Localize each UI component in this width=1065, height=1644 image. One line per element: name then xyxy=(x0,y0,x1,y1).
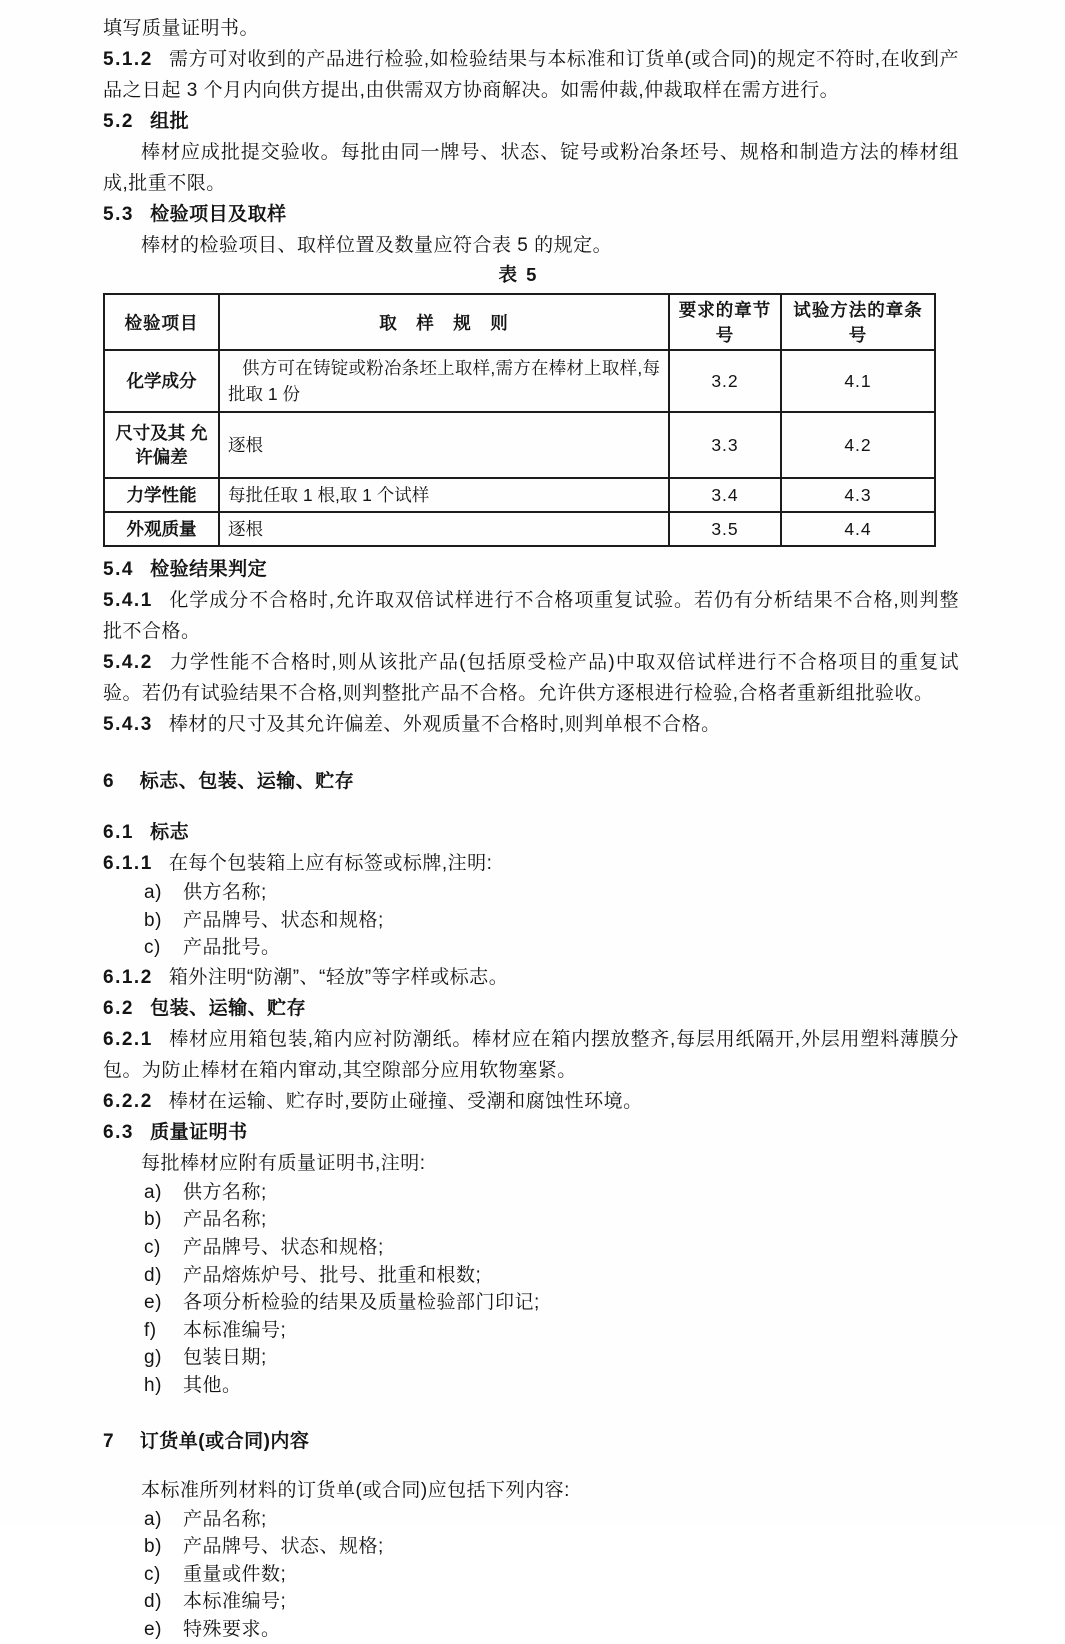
list-item xyxy=(144,1344,959,1372)
cell-req: 3.3 xyxy=(669,412,781,478)
list-item-text: 供方名称; xyxy=(183,1181,267,1203)
list-item xyxy=(144,1262,959,1290)
list-item xyxy=(144,1289,959,1317)
list-item-text: 产品牌号、状态、规格; xyxy=(183,1536,384,1558)
section-heading-6-1 xyxy=(103,817,959,848)
section-number: 6.1 xyxy=(103,822,134,843)
clause-text: 需方可对收到的产品进行检验,如检验结果与本标准和订货单(或合同)的规定不符时,在收到产品之日起 3 个月内向供方提出,由供需双方协商解决。如需仲裁,仲裁取样在需方进行。 xyxy=(103,49,959,101)
cell-rule xyxy=(219,512,669,546)
list-6-1-1 xyxy=(144,879,959,962)
section-heading-6-2 xyxy=(103,993,959,1024)
section-number: 5.3 xyxy=(103,204,134,225)
list-item-label: d) xyxy=(144,1264,162,1286)
section-title: 包装、运输、贮存 xyxy=(150,997,307,1019)
list-item xyxy=(144,1372,959,1400)
section-heading-6-3 xyxy=(103,1117,959,1148)
list-item-text: 特殊要求。 xyxy=(183,1618,281,1640)
list-item-label: a) xyxy=(144,1181,162,1203)
clause-6-1-1 xyxy=(103,848,959,879)
list-item-label: e) xyxy=(144,1292,162,1314)
clause-number: 5.4.1 xyxy=(103,590,153,611)
list-item-label: c) xyxy=(144,937,161,959)
list-item-text: 产品熔炼炉号、批号、批重和根数; xyxy=(183,1264,482,1286)
cell-rule-text: 供方可在铸锭或粉冶条坯上取样,需方在棒材上取样,每批取 1 份 xyxy=(228,358,660,404)
list-item-label: f) xyxy=(144,1319,157,1341)
table-row xyxy=(104,478,935,512)
clause-5-1-2 xyxy=(103,44,959,106)
chapter-number: 6 xyxy=(103,771,116,792)
table-header-item: 检验项目 xyxy=(104,294,219,350)
list-item-text: 产品名称; xyxy=(183,1508,267,1530)
list-item-label: c) xyxy=(144,1563,161,1585)
list-item-text: 各项分析检验的结果及质量检验部门印记; xyxy=(183,1292,540,1314)
section-title: 质量证明书 xyxy=(150,1121,248,1143)
clause-number: 5.4.3 xyxy=(103,714,153,735)
list-item-text: 包装日期; xyxy=(183,1347,267,1369)
list-item-label: d) xyxy=(144,1591,162,1613)
list-item-text: 产品名称; xyxy=(183,1209,267,1231)
table-header-req: 要求的章节号 xyxy=(669,294,781,350)
intro-paragraph: 填写质量证明书。 xyxy=(103,18,260,39)
cell-rule xyxy=(219,478,669,512)
list-item xyxy=(144,1179,959,1207)
cell-item: 化学成分 xyxy=(104,350,219,412)
clause-5-4-3 xyxy=(103,709,959,740)
cell-req: 3.5 xyxy=(669,512,781,546)
list-item-label: b) xyxy=(144,909,162,931)
cell-rule xyxy=(219,412,669,478)
clause-number: 6.1.1 xyxy=(103,853,153,874)
clause-text: 棒材应用箱包装,箱内应衬防潮纸。棒材应在箱内摆放整齐,每层用纸隔开,外层用塑料薄膜分包。为防止棒材在箱内窜动,其空隙部分应用软物塞紧。 xyxy=(103,1028,959,1081)
cell-rule-text: 逐根 xyxy=(228,435,263,455)
clause-text: 箱外注明“防潮”、“轻放”等字样或标志。 xyxy=(168,966,509,988)
clause-6-1-2 xyxy=(103,962,959,993)
list-item xyxy=(144,907,959,935)
cell-item: 外观质量 xyxy=(104,512,219,546)
list-item-label: a) xyxy=(144,882,162,903)
chapter-number: 7 xyxy=(103,1430,116,1452)
list-item xyxy=(144,1206,959,1234)
table-header-row xyxy=(104,294,935,350)
cell-item: 尺寸及其 允许偏差 xyxy=(104,412,219,478)
list-item-label: b) xyxy=(144,1209,162,1231)
clause-number: 6.2.1 xyxy=(103,1028,153,1050)
section-heading-5-3 xyxy=(103,199,959,230)
chapter-heading-7 xyxy=(103,1426,959,1457)
clause-text: 化学成分不合格时,允许取双倍试样进行不合格项重复试验。若仍有分析结果不合格,则判整批不合格。 xyxy=(103,590,959,642)
list-item-text: 产品牌号、状态和规格; xyxy=(183,909,384,931)
cell-rule xyxy=(219,350,669,412)
cell-method: 4.3 xyxy=(781,478,935,512)
list-item-label: c) xyxy=(144,1236,161,1258)
list-item-label: h) xyxy=(144,1374,162,1396)
list-7 xyxy=(144,1506,959,1644)
clause-6-2-1 xyxy=(103,1024,959,1086)
list-item xyxy=(144,1506,959,1534)
list-item xyxy=(144,934,959,962)
clause-number: 6.2.2 xyxy=(103,1090,153,1112)
paragraph-6-3: 每批棒材应附有质量证明书,注明: xyxy=(141,1152,426,1174)
paragraph-5-2: 棒材应成批提交验收。每批由同一牌号、状态、锭号或粉冶条坯号、规格和制造方法的棒材组成,批重不限。 xyxy=(103,142,959,194)
cell-rule-text: 每批任取 1 根,取 1 个试样 xyxy=(228,485,430,505)
section-title: 标志 xyxy=(150,822,190,843)
list-item xyxy=(144,1561,959,1589)
chapter-title: 订货单(或合同)内容 xyxy=(139,1430,310,1452)
list-item-label: b) xyxy=(144,1536,162,1558)
section-title: 组批 xyxy=(150,111,190,132)
list-item-text: 其他。 xyxy=(183,1374,242,1396)
paragraph-5-3: 棒材的检验项目、取样位置及数量应符合表 5 的规定。 xyxy=(141,235,613,256)
clause-number: 5.4.2 xyxy=(103,652,153,673)
cell-req: 3.2 xyxy=(669,350,781,412)
clause-6-2-2 xyxy=(103,1086,959,1117)
clause-number: 6.1.2 xyxy=(103,966,153,988)
list-item xyxy=(144,1234,959,1262)
table-5-caption: 表 5 xyxy=(498,264,539,285)
clause-text: 棒材的尺寸及其允许偏差、外观质量不合格时,则判单根不合格。 xyxy=(168,714,721,735)
list-item-label: e) xyxy=(144,1618,162,1640)
list-item-text: 产品牌号、状态和规格; xyxy=(183,1236,384,1258)
table-header-method: 试验方法的章条号 xyxy=(781,294,935,350)
section-title: 检验项目及取样 xyxy=(150,204,287,225)
cell-method: 4.1 xyxy=(781,350,935,412)
list-item xyxy=(144,1588,959,1616)
clause-text: 在每个包装箱上应有标签或标牌,注明: xyxy=(168,853,493,874)
chapter-title: 标志、包装、运输、贮存 xyxy=(139,771,355,792)
cell-rule-text: 逐根 xyxy=(228,519,263,539)
list-item-text: 产品批号。 xyxy=(183,937,281,959)
list-item-text: 重量或件数; xyxy=(183,1563,287,1585)
paragraph-7: 本标准所列材料的订货单(或合同)应包括下列内容: xyxy=(141,1479,570,1501)
clause-number: 5.1.2 xyxy=(103,49,153,70)
section-title: 检验结果判定 xyxy=(150,559,268,580)
section-number: 5.2 xyxy=(103,111,134,132)
list-item xyxy=(144,879,959,907)
list-6-3 xyxy=(144,1179,959,1400)
table-row xyxy=(104,350,935,412)
clause-text: 棒材在运输、贮存时,要防止碰撞、受潮和腐蚀性环境。 xyxy=(168,1090,643,1112)
table-row xyxy=(104,412,935,478)
list-item xyxy=(144,1616,959,1644)
section-number: 6.2 xyxy=(103,997,134,1019)
clause-text: 力学性能不合格时,则从该批产品(包括原受检产品)中取双倍试样进行不合格项目的重复试验。若仍有试验结果不合格,则判整批产品不合格。允许供方逐根进行检验,合格者重新组批验收。 xyxy=(103,652,959,704)
table-header-rule: 取 样 规 则 xyxy=(219,294,669,350)
clause-5-4-1 xyxy=(103,585,959,647)
cell-item: 力学性能 xyxy=(104,478,219,512)
clause-5-4-2 xyxy=(103,647,959,709)
list-item-text: 本标准编号; xyxy=(183,1591,287,1613)
cell-req: 3.4 xyxy=(669,478,781,512)
table-5 xyxy=(103,293,936,547)
table-row xyxy=(104,512,935,546)
list-item-text: 本标准编号; xyxy=(183,1319,287,1341)
list-item xyxy=(144,1533,959,1561)
list-item xyxy=(144,1317,959,1345)
list-item-label: g) xyxy=(144,1347,162,1369)
list-item-label: a) xyxy=(144,1508,162,1530)
chapter-heading-6 xyxy=(103,766,959,797)
section-heading-5-4 xyxy=(103,554,959,585)
list-item-text: 供方名称; xyxy=(183,882,267,903)
section-heading-5-2 xyxy=(103,106,959,137)
cell-method: 4.4 xyxy=(781,512,935,546)
section-number: 5.4 xyxy=(103,559,134,580)
cell-method: 4.2 xyxy=(781,412,935,478)
section-number: 6.3 xyxy=(103,1121,134,1143)
